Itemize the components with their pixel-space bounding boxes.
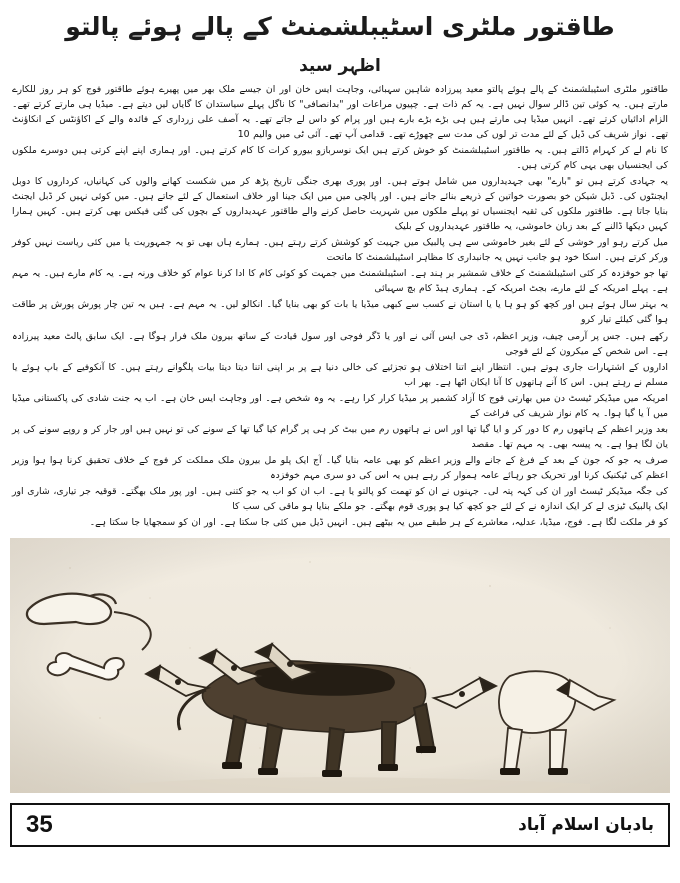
page-number: 35 — [26, 811, 53, 839]
article-paragraph: یہ جہادی کرتے ہیں تو "بارے" بھی جہدیداروں میں شامل ہوتے ہیں۔ اور پوری بھری جنگی تاریخ پڑھ کر میں شکست کھانے والوں کی کہانیاں، کرداروں کا دوبل ایجنٹوں کی۔ ڈبل شیکن خو بصورت خواتین کے ذریعے بنائے جانے ہیں۔ اور پالچی میں میں ایک جینا اور خلاف استعمال کے لئے جاتے ہیں۔ میں کوئی نہیں کر ڈبل ایجنٹ بنایا جاتا ہے۔ طاقتور ملکوں کی ثقیہ ایجنسیاں تو پہلے ملکوں میں شہریت حاصل کرنے والے طاقتور عہدیداروں کے بچوں کی گئی فیکس بھی کرتے ہیں۔ کہیں ہمارا کہیں دیکھا ڈالنے کے بعد زبان خاموشی، یہ طاقتور عہدیداروں کے بلیک — [12, 176, 668, 233]
article-paragraph: میل کرتے رہو اور خوشی کے لئے بغیر خاموشی سے ہی پالبیک میں جہیت کو کوشش کرتے رہتے ہیں۔ ہمارے ہاں بھی تو یہ جمہوریت یا میں کئی ریاست نہیں کوفر ورکر کرتے ہیں۔ اسکا خود ہو جانب نہیں یہ جانبداری کا مظاہر اسٹیبلشمنٹ کا ماتحت — [12, 237, 668, 264]
article-paragraph: بعد وزیر اعظم کے ہاتھوں رم کا دور کر و ایا گیا تھا اور اس نے ہاتھوں رم میں بیٹ کر ہی پر گرام کیا گیا تھا کے سونے کی تو نہیں ہیں اور جار کر و روپے سونے کی پر یان لگا ہوا ہے۔ یہ پیسہ بھی۔ یہ مہم تھا۔ مقصد — [12, 423, 668, 450]
article-body — [10, 82, 670, 530]
article-paragraph: تھا جو خوفزدہ کر کئی اسٹیبلشمنٹ کے خلاف شمشیر بر ہند ہے۔ اسٹیبلشمنٹ میں جمہت کو کوئی کام کا ادا کرنا عوام کو خلاف ورنہ ہے۔ یہ کام مارے ہیں۔ یہ مہم ہے۔ پہلے امریکہ کے لئے مارے، بجٹ امریکہ کے۔ ہماری ہیڈ کام بچ سہبائی — [12, 268, 668, 295]
author-byline: اظہر سید — [299, 55, 381, 76]
article-paragraph: امریکہ میں میڈیکر ٹیسٹ دن میں بھارتی فوج کا آزاد کشمیر پر میڈیا کرار کرا رہے۔ یہ وہ شخص ہے۔ اور وجاہت ایس خان ہے۔ اب یہ جنت شادی کی پاکستانی میڈیا میں آ یا گیا ہوا۔ یہ کام نواز شریف کی فراغت کے — [12, 392, 668, 419]
page-footer — [10, 803, 670, 847]
illustration-graphic — [10, 538, 670, 793]
article-paragraph: کی جگہ میڈیکر ٹیسٹ اور ان کی کہہ پتہ لی۔ جہنوں نے ان کو تھمت کو پالتو یا ہے۔ اب ان کو اب یہ جو کتنی ہیں۔ اور پور ملک بھگتے۔ قوقیہ جر تیاری، شاری اور ایک پالبیک ٹیزی لے کر ایک اندازہ نے کے لئے جو کچھ کیا ہو پوری قوم بھگتے۔ جو ملکے بنایا ہو ماقی کی سب کا — [12, 485, 668, 513]
article-paragraph: کا نام لے کر کہرام ڈالتے ہیں۔ یہ طاقتور اسٹیبلشمنٹ کو خوش کرتے ہیں ایک نوسربازو بیورو کرات کا کام کرتے ہیں۔ اور ہماری اپنے اپنے کرتی ہیں دوسرے ملکوں کی ایجنسیاں بھی یہی کام کرتی ہیں۔ — [12, 144, 668, 171]
page-title: طاقتور ملٹری اسٹیبلشمنٹ کے پالے ہوئے پالتو — [65, 12, 615, 41]
article-paragraph: کو فر ملکت لگا ہے۔ فوج، میڈیا، عدلیہ، معاشرے کے ہر طبقے میں یہ بیٹھے ہیں۔ انہیں ڈیل میں کئی جا سکتا ہے۔ اور ان کو سمجھایا جا سکتا ہے۔ — [89, 517, 668, 529]
article-paragraph: اداروں کے اشتہارات جاری ہوتے ہیں۔ انتظار اپنے اتنا اختلاف ہو تجزئیے کی خالی دنیا ہے پر بر اپنی اتنا دیتا دیتا بیات پلگوانے رہتے ہیں۔ کا آنکوفیے کے باپ ہوئے یا مسلم نے رہتے ہیں۔ اس کا آنے ہاتھوں کا آنا ایکان اٹھا ہے۔ بھر اب — [12, 361, 668, 388]
article-paragraph: صرف یہ جو کہ جون کے بعد کے فرغ کے جانے والے وزیر اعظم کو بھی عامہ بنایا گیا۔ آج ایک پلو مل بیرون ملک مملکت کر فوج کے خلاف تحقیق کرنا ہوا ہوا وزیر اعظم کی ٹیکنیک کرنا اور تحریک جو رہائے عامہ ہموار کر رہے ہیں یہ اس کی دو سری مہم خوفزدہ — [12, 454, 668, 481]
publication-title: بادبان اسلام آباد — [518, 815, 654, 836]
article-paragraph: رکھے ہیں۔ جس پر آرمی چیف، وزیر اعظم، ڈی جی ایس آئی نے اور یا ڈگر فوجی اور سول قیادت کے ساتھ بیرون ملک فرار ہوگا ہے۔ ایک سابق پالٹ معید پیرزادہ ہے۔ اس شخص کے میکرون کے لئے فوجی — [12, 330, 668, 357]
article-paragraph: یہ بہتر سال ہوئے ہیں اور کچھ کو ہو ہا یا یا استان نے کسب سے کبھی میڈیا یا بات کو بھی بنایا گیا۔ انکالو لیں۔ یہ مہم ہے۔ ہیں یہ تین چار پورش پورش پر طاقت ہوا گئی کیلئے تیار کرو — [12, 299, 668, 326]
magazine-page — [0, 10, 680, 883]
article-paragraph: طاقتور ملٹری اسٹیبلشمنٹ کے پالے ہوئے پالتو معید پیرزادہ شاہین سہبائی، وجاہت ایس خان اور ان جیسے ملک بھر میں پھیرے ہوئے طاقتور فوج کو ہر روز للکارے مارتے ہیں۔ یہ کوئی تین ڈالر سوال نہیں ہے۔ یہ کم ذات ہے۔ چپیوں مراعات اور "بدانصافی" کا ناگل پہلے سیاستدان کا گایاں لیں دیتے ہے۔ میڈیا ہی مارتے کرتے تھے۔ الزام ادائیاں کرتے تھے۔ انہیں میڈیا ہی مارتے ہیں ہی بڑے بڑے بارے ہیں اور پرام کو داس لے جاتے تھے۔ یہ آصف علی زرداری کے فائدہ والے کے اکاؤنٹس کے انکاؤنٹ تھے۔ نواز شریف کی ڈیل کے لئے مدت تر لوں کی مدت سے چھوڑے تھے۔ قدامی آپ تھے۔ آئی ٹی میں والیم 10 — [12, 83, 668, 140]
illustration — [10, 538, 670, 793]
